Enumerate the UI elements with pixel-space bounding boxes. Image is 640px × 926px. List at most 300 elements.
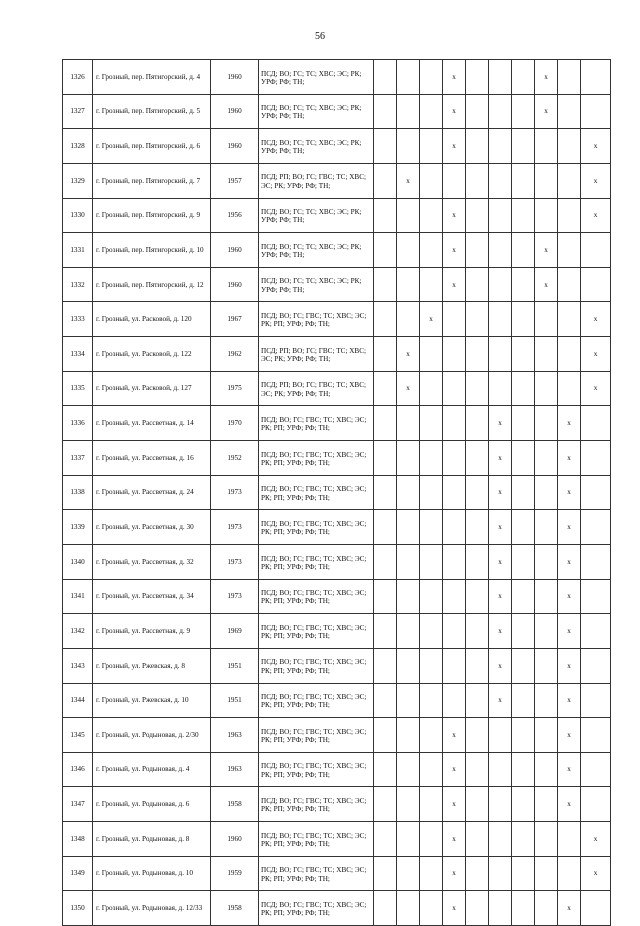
mark-cell: х [535, 233, 558, 268]
mark-cell [558, 822, 581, 857]
housing-register-table [62, 59, 611, 926]
row-number-cell: 1326 [63, 60, 93, 95]
mark-cell [374, 510, 397, 545]
mark-cell [466, 233, 489, 268]
mark-cell [535, 579, 558, 614]
mark-cell: х [443, 233, 466, 268]
address-cell: г. Грозный, ул. Родыновая, д. 6 [93, 787, 211, 822]
mark-cell: х [581, 302, 611, 337]
mark-cell: х [581, 337, 611, 372]
mark-cell [512, 163, 535, 198]
mark-cell [512, 129, 535, 164]
mark-cell [512, 475, 535, 510]
mark-cell [443, 302, 466, 337]
mark-cell [374, 302, 397, 337]
mark-cell [489, 60, 512, 95]
mark-cell [558, 856, 581, 891]
mark-cell [443, 337, 466, 372]
mark-cell [397, 614, 420, 649]
mark-cell [558, 60, 581, 95]
row-number-cell: 1341 [63, 579, 93, 614]
mark-cell: х [558, 544, 581, 579]
mark-cell [397, 60, 420, 95]
mark-cell [420, 163, 443, 198]
mark-cell: х [581, 822, 611, 857]
mark-cell: х [443, 856, 466, 891]
mark-cell [420, 441, 443, 476]
page-number: 56 [315, 31, 325, 42]
mark-cell: х [535, 94, 558, 129]
mark-cell [397, 718, 420, 753]
year-cell: 1958 [211, 891, 259, 926]
mark-cell: х [443, 822, 466, 857]
services-cell: ПСД; ВО; ГС; ТС; ХВС; ЭС; РК; УРФ; РФ; ТН; [259, 94, 374, 129]
mark-cell [581, 579, 611, 614]
mark-cell [466, 544, 489, 579]
mark-cell [397, 579, 420, 614]
mark-cell [512, 718, 535, 753]
year-cell: 1959 [211, 856, 259, 891]
mark-cell [466, 822, 489, 857]
mark-cell [535, 648, 558, 683]
mark-cell: х [581, 856, 611, 891]
mark-cell [512, 233, 535, 268]
mark-cell [581, 752, 611, 787]
address-cell: г. Грозный, ул. Рассветная, д. 34 [93, 579, 211, 614]
mark-cell [397, 302, 420, 337]
mark-cell [374, 163, 397, 198]
mark-cell [466, 371, 489, 406]
mark-cell [443, 579, 466, 614]
mark-cell [535, 544, 558, 579]
mark-cell [443, 544, 466, 579]
services-cell: ПСД; ВО; ГС; ГВС; ТС; ХВС; ЭС; РК; РП; УРФ; РФ; ТН; [259, 406, 374, 441]
mark-cell [535, 822, 558, 857]
services-cell: ПСД; ВО; ГС; ГВС; ТС; ХВС; ЭС; РК; РП; УРФ; РФ; ТН; [259, 856, 374, 891]
mark-cell [374, 94, 397, 129]
mark-cell [466, 891, 489, 926]
mark-cell [466, 579, 489, 614]
mark-cell [581, 441, 611, 476]
year-cell: 1963 [211, 718, 259, 753]
mark-cell [512, 302, 535, 337]
mark-cell [466, 337, 489, 372]
services-cell: ПСД; ВО; ГС; ТС; ХВС; ЭС; РК; УРФ; РФ; ТН; [259, 267, 374, 302]
mark-cell [397, 441, 420, 476]
mark-cell [374, 198, 397, 233]
mark-cell [535, 614, 558, 649]
mark-cell [558, 198, 581, 233]
mark-cell [443, 441, 466, 476]
table-row [63, 579, 611, 614]
mark-cell [581, 683, 611, 718]
address-cell: г. Грозный, ул. Рассветная, д. 32 [93, 544, 211, 579]
mark-cell [397, 129, 420, 164]
year-cell: 1956 [211, 198, 259, 233]
mark-cell [374, 406, 397, 441]
table-row [63, 441, 611, 476]
address-cell: г. Грозный, пер. Пятигорский, д. 12 [93, 267, 211, 302]
mark-cell [420, 718, 443, 753]
mark-cell [374, 614, 397, 649]
address-cell: г. Грозный, ул. Расковой, д. 120 [93, 302, 211, 337]
mark-cell: х [443, 60, 466, 95]
mark-cell [466, 856, 489, 891]
mark-cell [397, 510, 420, 545]
mark-cell [466, 94, 489, 129]
mark-cell [489, 267, 512, 302]
mark-cell [443, 371, 466, 406]
mark-cell [489, 822, 512, 857]
table-row [63, 510, 611, 545]
mark-cell [512, 683, 535, 718]
services-cell: ПСД; ВО; ГС; ГВС; ТС; ХВС; ЭС; РК; РП; УРФ; РФ; ТН; [259, 752, 374, 787]
mark-cell [466, 406, 489, 441]
mark-cell [420, 337, 443, 372]
year-cell: 1960 [211, 94, 259, 129]
year-cell: 1962 [211, 337, 259, 372]
table-row [63, 129, 611, 164]
mark-cell [397, 891, 420, 926]
year-cell: 1951 [211, 648, 259, 683]
mark-cell [512, 371, 535, 406]
address-cell: г. Грозный, пер. Пятигорский, д. 9 [93, 198, 211, 233]
mark-cell [581, 233, 611, 268]
mark-cell [558, 267, 581, 302]
mark-cell [535, 718, 558, 753]
mark-cell: х [443, 787, 466, 822]
table-row [63, 302, 611, 337]
mark-cell [581, 267, 611, 302]
year-cell: 1960 [211, 129, 259, 164]
mark-cell: х [489, 441, 512, 476]
mark-cell [558, 233, 581, 268]
mark-cell [374, 544, 397, 579]
mark-cell [512, 822, 535, 857]
address-cell: г. Грозный, пер. Пятигорский, д. 7 [93, 163, 211, 198]
address-cell: г. Грозный, пер. Пятигорский, д. 4 [93, 60, 211, 95]
mark-cell: х [443, 718, 466, 753]
mark-cell [512, 752, 535, 787]
mark-cell [420, 233, 443, 268]
mark-cell [535, 891, 558, 926]
services-cell: ПСД; ВО; ГС; ТС; ХВС; ЭС; РК; УРФ; РФ; ТН; [259, 129, 374, 164]
mark-cell [466, 60, 489, 95]
year-cell: 1951 [211, 683, 259, 718]
address-cell: г. Грозный, ул. Рассветная, д. 30 [93, 510, 211, 545]
services-cell: ПСД; ВО; ГС; ГВС; ТС; ХВС; ЭС; РК; РП; УРФ; РФ; ТН; [259, 614, 374, 649]
address-cell: г. Грозный, пер. Пятигорский, д. 10 [93, 233, 211, 268]
services-cell: ПСД; ВО; ГС; ГВС; ТС; ХВС; ЭС; РК; РП; УРФ; РФ; ТН; [259, 683, 374, 718]
year-cell: 1952 [211, 441, 259, 476]
mark-cell: х [581, 163, 611, 198]
address-cell: г. Грозный, ул. Родыновая, д. 2/30 [93, 718, 211, 753]
services-cell: ПСД; ВО; ГС; ГВС; ТС; ХВС; ЭС; РК; РП; УРФ; РФ; ТН; [259, 787, 374, 822]
mark-cell [466, 129, 489, 164]
mark-cell [581, 648, 611, 683]
row-number-cell: 1328 [63, 129, 93, 164]
mark-cell [512, 267, 535, 302]
mark-cell [420, 406, 443, 441]
mark-cell [535, 198, 558, 233]
mark-cell [512, 787, 535, 822]
row-number-cell: 1339 [63, 510, 93, 545]
mark-cell [489, 337, 512, 372]
mark-cell [558, 337, 581, 372]
year-cell: 1957 [211, 163, 259, 198]
mark-cell: х [581, 371, 611, 406]
mark-cell [512, 891, 535, 926]
mark-cell [489, 302, 512, 337]
address-cell: г. Грозный, ул. Рассветная, д. 9 [93, 614, 211, 649]
table-row [63, 787, 611, 822]
register-body [63, 60, 611, 926]
mark-cell [581, 544, 611, 579]
row-number-cell: 1329 [63, 163, 93, 198]
mark-cell [397, 475, 420, 510]
year-cell: 1970 [211, 406, 259, 441]
services-cell: ПСД; ВО; ГС; ГВС; ТС; ХВС; ЭС; РК; РП; УРФ; РФ; ТН; [259, 891, 374, 926]
mark-cell: х [558, 752, 581, 787]
mark-cell [535, 510, 558, 545]
row-number-cell: 1348 [63, 822, 93, 857]
mark-cell [489, 233, 512, 268]
table-row [63, 233, 611, 268]
mark-cell [374, 891, 397, 926]
mark-cell [535, 752, 558, 787]
mark-cell [420, 891, 443, 926]
mark-cell [512, 544, 535, 579]
mark-cell [512, 94, 535, 129]
mark-cell [512, 614, 535, 649]
row-number-cell: 1345 [63, 718, 93, 753]
services-cell: ПСД; ВО; ГС; ГВС; ТС; ХВС; ЭС; РК; РП; УРФ; РФ; ТН; [259, 718, 374, 753]
mark-cell [466, 683, 489, 718]
mark-cell [374, 579, 397, 614]
address-cell: г. Грозный, ул. Рассветная, д. 14 [93, 406, 211, 441]
mark-cell [581, 94, 611, 129]
mark-cell [512, 60, 535, 95]
mark-cell: х [535, 60, 558, 95]
mark-cell: х [489, 683, 512, 718]
address-cell: г. Грозный, ул. Ржевская, д. 10 [93, 683, 211, 718]
mark-cell [420, 822, 443, 857]
mark-cell: х [443, 198, 466, 233]
mark-cell [466, 510, 489, 545]
table-row [63, 718, 611, 753]
mark-cell: х [489, 544, 512, 579]
services-cell: ПСД; ВО; ГС; ТС; ХВС; ЭС; РК; УРФ; РФ; ТН; [259, 198, 374, 233]
mark-cell: х [558, 579, 581, 614]
mark-cell [420, 856, 443, 891]
mark-cell [420, 579, 443, 614]
mark-cell [374, 822, 397, 857]
address-cell: г. Грозный, ул. Ржевская, д. 8 [93, 648, 211, 683]
mark-cell [466, 648, 489, 683]
mark-cell [420, 752, 443, 787]
mark-cell [558, 129, 581, 164]
mark-cell [420, 475, 443, 510]
mark-cell [420, 60, 443, 95]
mark-cell [374, 683, 397, 718]
mark-cell: х [489, 614, 512, 649]
mark-cell [581, 510, 611, 545]
mark-cell: х [558, 648, 581, 683]
address-cell: г. Грозный, ул. Родыновая, д. 4 [93, 752, 211, 787]
services-cell: ПСД; ВО; ГС; ГВС; ТС; ХВС; ЭС; РК; РП; УРФ; РФ; ТН; [259, 441, 374, 476]
table-row [63, 752, 611, 787]
mark-cell [420, 267, 443, 302]
mark-cell [374, 60, 397, 95]
mark-cell [374, 752, 397, 787]
row-number-cell: 1337 [63, 441, 93, 476]
table-row [63, 822, 611, 857]
table-row [63, 267, 611, 302]
address-cell: г. Грозный, ул. Родыновая, д. 12/33 [93, 891, 211, 926]
services-cell: ПСД; ВО; ГС; ГВС; ТС; ХВС; ЭС; РК; РП; УРФ; РФ; ТН; [259, 544, 374, 579]
mark-cell [489, 856, 512, 891]
table-row [63, 683, 611, 718]
mark-cell: х [558, 475, 581, 510]
mark-cell [466, 787, 489, 822]
address-cell: г. Грозный, ул. Расковой, д. 122 [93, 337, 211, 372]
table-row [63, 648, 611, 683]
mark-cell [489, 198, 512, 233]
mark-cell [374, 648, 397, 683]
mark-cell [397, 267, 420, 302]
mark-cell [443, 163, 466, 198]
mark-cell [374, 856, 397, 891]
mark-cell [535, 683, 558, 718]
mark-cell [466, 718, 489, 753]
mark-cell [397, 683, 420, 718]
mark-cell [535, 302, 558, 337]
mark-cell [558, 94, 581, 129]
mark-cell [374, 441, 397, 476]
year-cell: 1969 [211, 614, 259, 649]
mark-cell [397, 752, 420, 787]
mark-cell [420, 787, 443, 822]
mark-cell [466, 163, 489, 198]
mark-cell: х [443, 129, 466, 164]
mark-cell: х [397, 371, 420, 406]
services-cell: ПСД; РП; ВО; ГС; ГВС; ТС; ХВС; ЭС; РК; УРФ; РФ; ТН; [259, 337, 374, 372]
mark-cell [397, 544, 420, 579]
year-cell: 1975 [211, 371, 259, 406]
year-cell: 1963 [211, 752, 259, 787]
mark-cell: х [558, 614, 581, 649]
row-number-cell: 1344 [63, 683, 93, 718]
mark-cell [512, 579, 535, 614]
mark-cell [374, 787, 397, 822]
mark-cell [443, 510, 466, 545]
mark-cell [466, 614, 489, 649]
mark-cell: х [558, 406, 581, 441]
mark-cell [466, 475, 489, 510]
mark-cell [581, 718, 611, 753]
table-row [63, 371, 611, 406]
mark-cell: х [581, 129, 611, 164]
row-number-cell: 1349 [63, 856, 93, 891]
mark-cell [489, 718, 512, 753]
table-row [63, 475, 611, 510]
table-row [63, 544, 611, 579]
mark-cell [535, 787, 558, 822]
mark-cell [581, 406, 611, 441]
mark-cell: х [558, 441, 581, 476]
mark-cell [489, 787, 512, 822]
mark-cell [581, 60, 611, 95]
mark-cell [374, 371, 397, 406]
row-number-cell: 1334 [63, 337, 93, 372]
mark-cell [558, 163, 581, 198]
mark-cell [420, 544, 443, 579]
row-number-cell: 1347 [63, 787, 93, 822]
mark-cell [581, 475, 611, 510]
mark-cell [443, 683, 466, 718]
mark-cell [397, 198, 420, 233]
mark-cell [443, 475, 466, 510]
year-cell: 1960 [211, 267, 259, 302]
table-row [63, 163, 611, 198]
mark-cell [420, 198, 443, 233]
table-row [63, 406, 611, 441]
row-number-cell: 1350 [63, 891, 93, 926]
mark-cell [397, 94, 420, 129]
mark-cell [535, 406, 558, 441]
mark-cell [466, 267, 489, 302]
mark-cell [512, 648, 535, 683]
table-row [63, 614, 611, 649]
services-cell: ПСД; ВО; ГС; ГВС; ТС; ХВС; ЭС; РК; РП; УРФ; РФ; ТН; [259, 302, 374, 337]
services-cell: ПСД; РП; ВО; ГС; ГВС; ТС; ХВС; ЭС; РК; УРФ; РФ; ТН; [259, 163, 374, 198]
services-cell: ПСД; ВО; ГС; ГВС; ТС; ХВС; ЭС; РК; РП; УРФ; РФ; ТН; [259, 579, 374, 614]
mark-cell [489, 752, 512, 787]
address-cell: г. Грозный, ул. Рассветная, д. 16 [93, 441, 211, 476]
mark-cell [535, 129, 558, 164]
mark-cell [466, 198, 489, 233]
mark-cell: х [443, 752, 466, 787]
services-cell: ПСД; ВО; ГС; ТС; ХВС; ЭС; РК; УРФ; РФ; ТН; [259, 233, 374, 268]
table-row [63, 198, 611, 233]
mark-cell [535, 337, 558, 372]
mark-cell [374, 267, 397, 302]
table-row [63, 94, 611, 129]
mark-cell [420, 683, 443, 718]
mark-cell [420, 94, 443, 129]
mark-cell [420, 614, 443, 649]
mark-cell: х [558, 787, 581, 822]
mark-cell [535, 856, 558, 891]
mark-cell [512, 406, 535, 441]
year-cell: 1973 [211, 544, 259, 579]
mark-cell [581, 787, 611, 822]
table-row [63, 856, 611, 891]
mark-cell [512, 337, 535, 372]
year-cell: 1960 [211, 60, 259, 95]
mark-cell: х [443, 267, 466, 302]
address-cell: г. Грозный, пер. Пятигорский, д. 5 [93, 94, 211, 129]
row-number-cell: 1331 [63, 233, 93, 268]
services-cell: ПСД; ВО; ГС; ГВС; ТС; ХВС; ЭС; РК; РП; УРФ; РФ; ТН; [259, 822, 374, 857]
year-cell: 1958 [211, 787, 259, 822]
services-cell: ПСД; ВО; ГС; ГВС; ТС; ХВС; ЭС; РК; РП; УРФ; РФ; ТН; [259, 510, 374, 545]
mark-cell: х [489, 406, 512, 441]
services-cell: ПСД; ВО; ГС; ГВС; ТС; ХВС; ЭС; РК; РП; УРФ; РФ; ТН; [259, 475, 374, 510]
mark-cell [374, 718, 397, 753]
mark-cell [535, 441, 558, 476]
mark-cell [443, 648, 466, 683]
